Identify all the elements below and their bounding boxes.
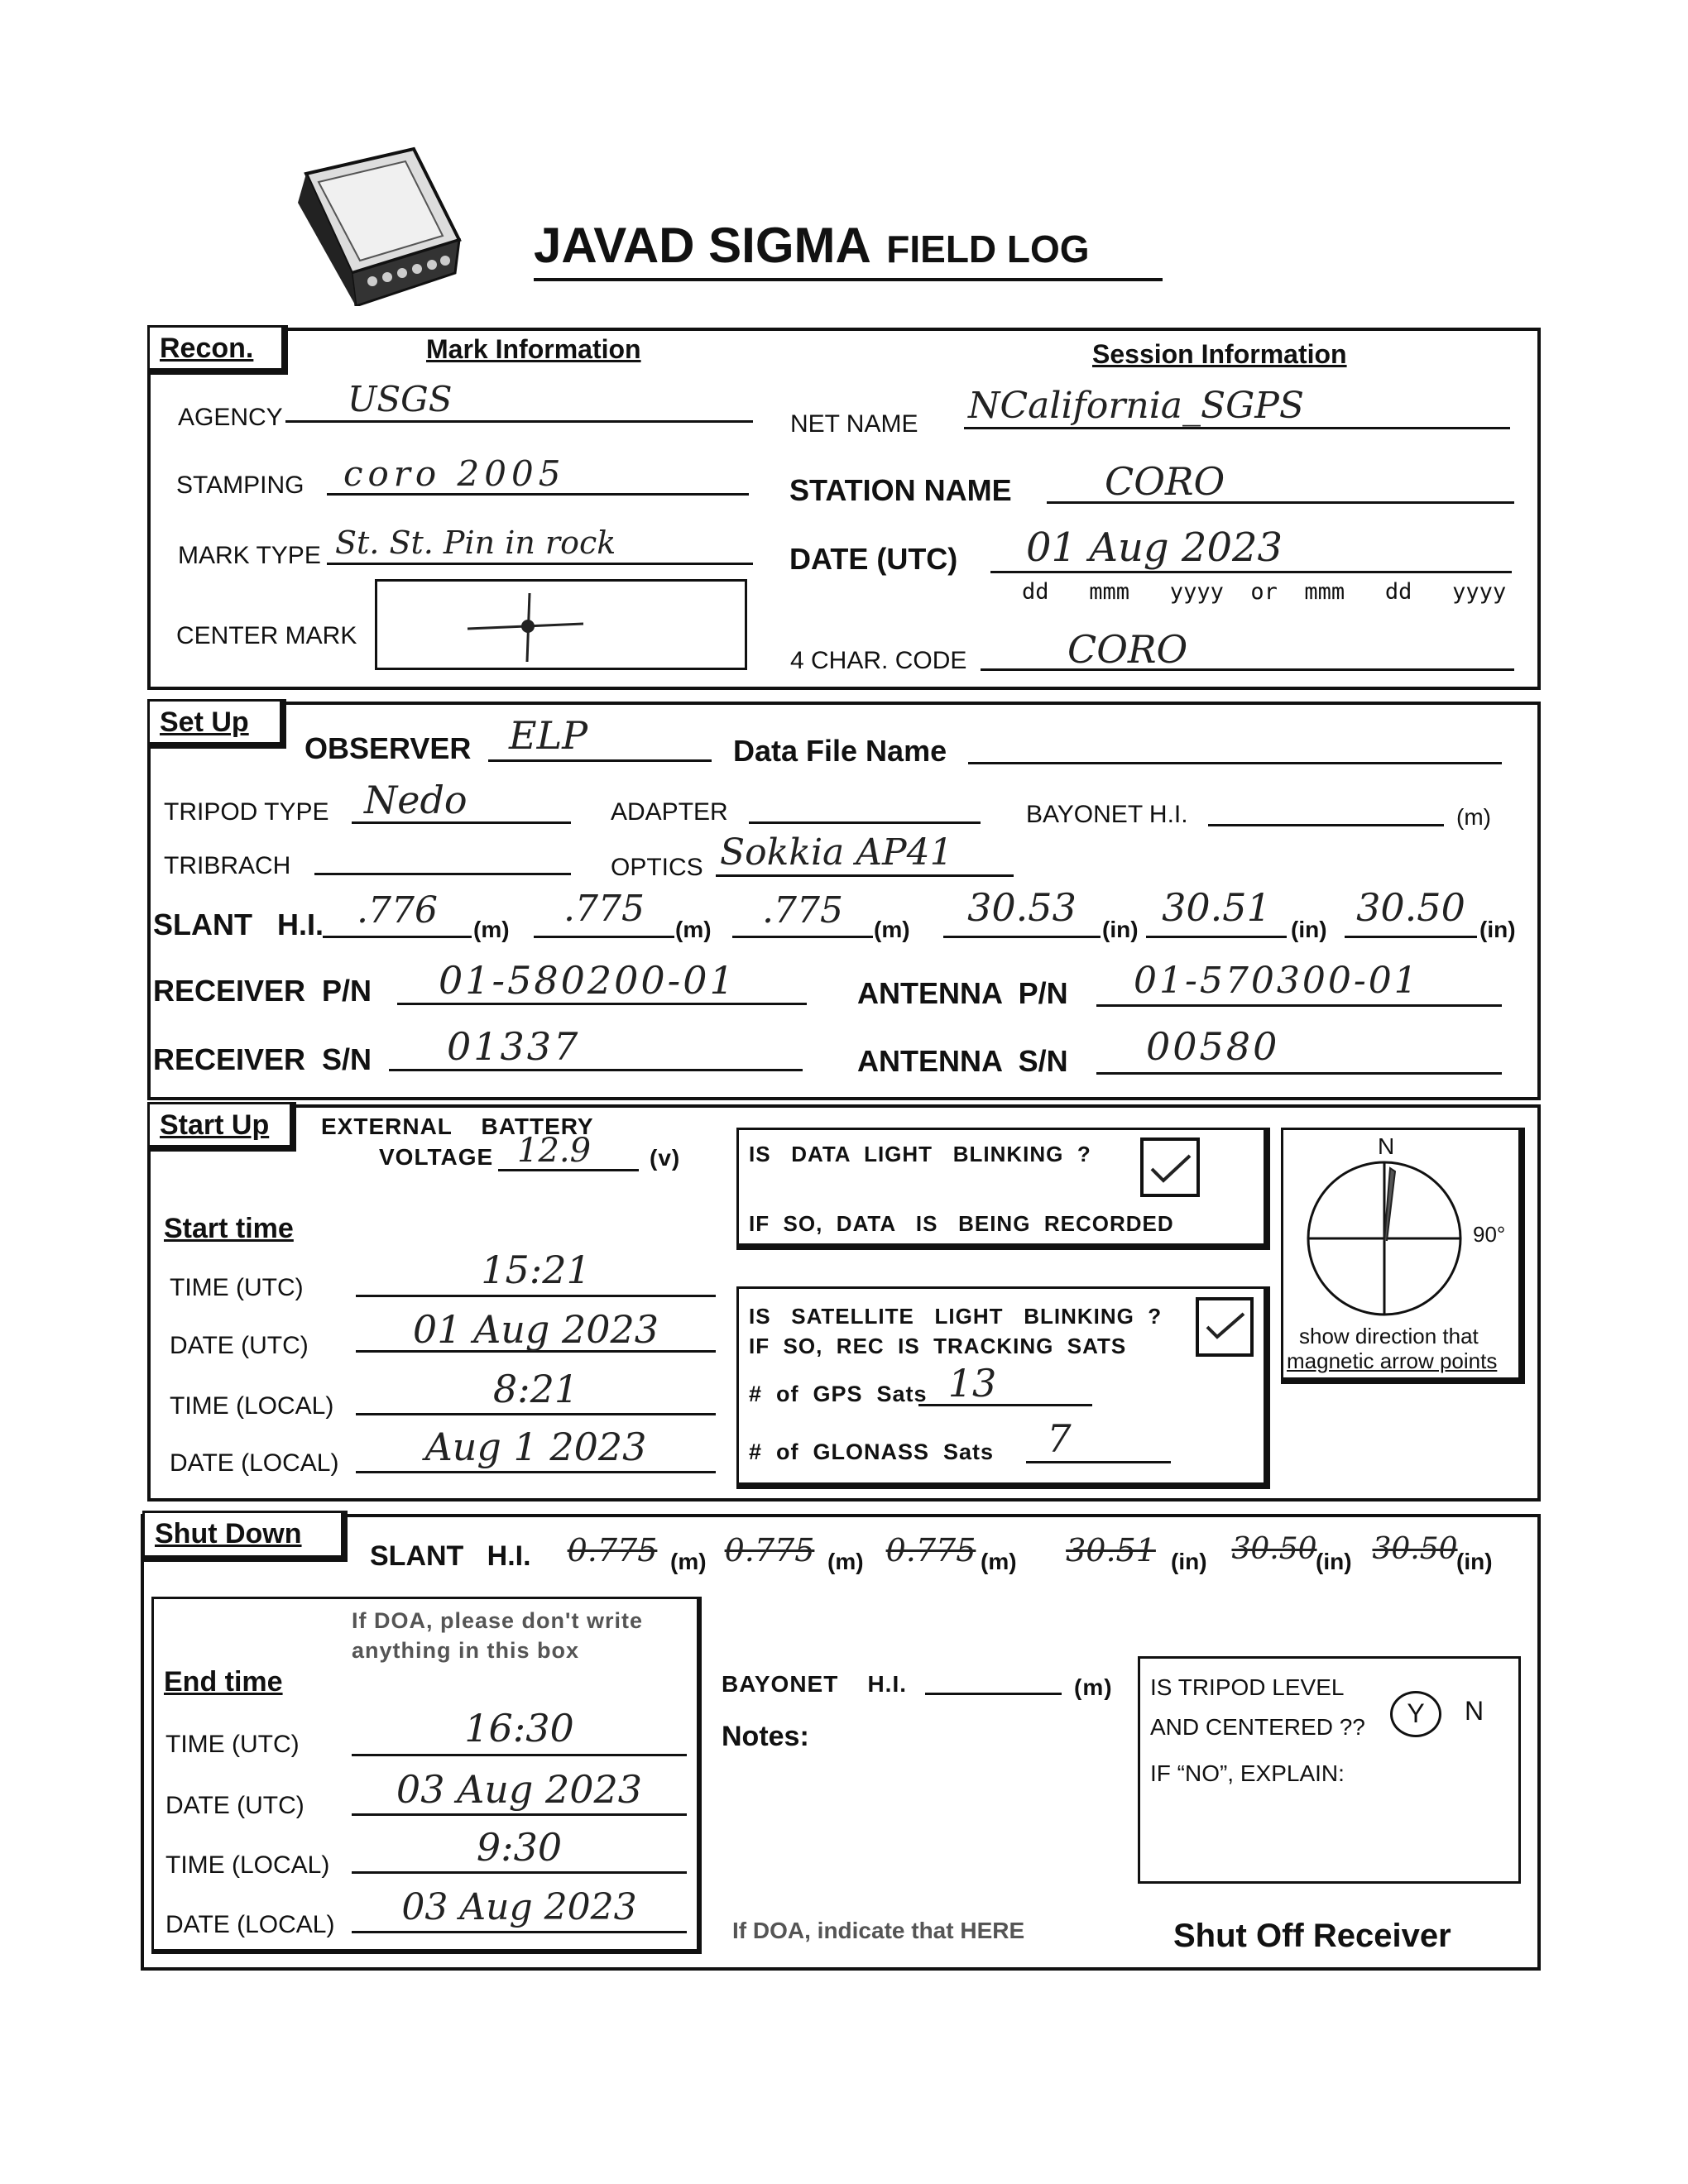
tripod-level-q2: AND CENTERED ?? [1150,1714,1365,1740]
antenna-pn-value: 01-570300-01 [1134,960,1420,1002]
setup-slant-value-5: 30.51 [1162,885,1271,930]
stamping-label: STAMPING [176,472,305,499]
antenna-pn-label: ANTENNA P/N [857,976,1068,1010]
start-time-header: Start time [164,1213,294,1244]
shutdown-slant-value-4: 30.51 [1066,1532,1156,1569]
tribrach-field[interactable] [314,873,571,875]
shutdown-bayonet-unit: (m) [1074,1674,1113,1700]
battery-label-2: VOLTAGE [379,1144,494,1170]
date-format-hint: dd mmm yyyy or mmm dd yyyy [1022,579,1507,605]
net-name-label: NET NAME [790,410,918,438]
net-name-value: NCalifornia_SGPS [968,385,1305,427]
start-time-local-label: TIME (LOCAL) [170,1392,334,1420]
bayonet-unit: (m) [1456,804,1491,830]
optics-value: Sokkia AP41 [720,831,953,874]
battery-label-1: EXTERNAL BATTERY [321,1114,594,1139]
shutdown-slant-value-2: 0.775 [724,1532,815,1569]
setup-slant-unit-6: (in) [1479,917,1516,942]
gps-sats-value: 13 [947,1361,997,1406]
doa-note-1: If DOA, please don't write [352,1608,643,1633]
checkmark-icon [1199,1300,1250,1353]
setup-slant-field-4[interactable] [943,936,1101,938]
sat-light-answer: IF SO, REC IS TRACKING SATS [749,1334,1127,1358]
net-name-field[interactable] [964,427,1510,429]
receiver-sn-label: RECEIVER S/N [153,1042,372,1076]
antenna-sn-label: ANTENNA S/N [857,1044,1068,1078]
antenna-sn-field[interactable] [1096,1072,1502,1075]
shut-off-receiver: Shut Off Receiver [1173,1918,1451,1954]
data-light-answer: IF SO, DATA IS BEING RECORDED [749,1211,1174,1236]
optics-label: OPTICS [611,854,703,881]
shutdown-slant-value-5: 30.50 [1231,1532,1317,1566]
glonass-sats-label: # of GLONASS Sats [749,1439,995,1464]
setup-slant-unit-4: (in) [1102,917,1139,942]
setup-slant-field-2[interactable] [534,936,674,938]
tripod-yes-option[interactable]: Y [1390,1691,1441,1737]
setup-slant-field-3[interactable] [732,936,873,938]
setup-slant-unit-5: (in) [1291,917,1327,942]
start-time-local-field[interactable] [356,1413,716,1415]
glonass-sats-field[interactable] [1026,1461,1171,1463]
session-info-header: Session Information [1092,339,1347,369]
setup-slant-value-6: 30.50 [1356,885,1465,930]
station-name-label: STATION NAME [789,473,1012,507]
doa-note-2: anything in this box [352,1638,579,1663]
glonass-sats-value: 7 [1047,1416,1072,1461]
mark-type-label: MARK TYPE [178,542,321,569]
shutdown-slant-unit-3: (m) [981,1549,1017,1574]
adapter-label: ADAPTER [611,798,728,826]
sat-light-checkbox[interactable] [1196,1297,1254,1357]
title-suffix: FIELD LOG [886,228,1090,271]
tripod-explain-label: IF “NO”, EXPLAIN: [1150,1760,1345,1786]
data-light-question: IS DATA LIGHT BLINKING ? [749,1142,1091,1166]
end-time-local-field[interactable] [352,1871,687,1874]
date-utc-label: DATE (UTC) [789,542,958,576]
mark-info-header: Mark Information [426,334,641,364]
setup-slant-label: SLANT H.I. [153,908,324,941]
shutdown-slant-label: SLANT H.I. [370,1540,531,1572]
notes-label: Notes: [722,1721,809,1752]
compass-icon[interactable] [1304,1158,1465,1320]
notes-area[interactable] [720,1762,1109,1911]
sat-light-question: IS SATELLITE LIGHT BLINKING ? [749,1304,1163,1329]
mark-type-field[interactable] [327,563,753,565]
end-time-utc-field[interactable] [352,1754,687,1756]
station-name-value: CORO [1105,459,1225,504]
end-date-local-value: 03 Aug 2023 [401,1886,637,1928]
start-date-local-field[interactable] [356,1471,716,1473]
adapter-field[interactable] [749,821,981,824]
setup-slant-value-2: .775 [563,888,645,930]
compass-90-label: 90° [1473,1222,1506,1247]
stamping-value: coro 2005 [343,453,566,494]
setup-slant-field-5[interactable] [1146,936,1287,938]
shutdown-bayonet-field[interactable] [925,1693,1062,1695]
start-date-utc-value: 01 Aug 2023 [412,1307,659,1352]
startup-tab: Start Up [147,1102,296,1152]
antenna-pn-field[interactable] [1096,1004,1502,1007]
start-date-local-label: DATE (LOCAL) [170,1449,339,1477]
shutdown-tab: Shut Down [142,1511,348,1562]
recon-tab: Recon. [147,325,288,375]
title-main: JAVAD SIGMA [534,218,871,273]
setup-slant-value-1: .776 [357,889,438,932]
date-utc-value: 01 Aug 2023 [1026,524,1283,571]
setup-slant-field-6[interactable] [1345,936,1477,938]
end-time-utc-label: TIME (UTC) [165,1731,300,1758]
start-date-local-value: Aug 1 2023 [424,1425,647,1469]
center-mark-label: CENTER MARK [176,622,357,649]
tripod-type-label: TRIPOD TYPE [164,798,329,826]
setup-slant-value-3: .775 [762,889,843,932]
shutdown-slant-unit-6: (in) [1456,1549,1493,1574]
setup-slant-value-4: 30.53 [967,885,1077,930]
battery-value: 12.9 [517,1132,592,1170]
setup-slant-unit-3: (m) [874,917,910,942]
bayonet-label: BAYONET H.I. [1026,801,1188,828]
end-date-utc-value: 03 Aug 2023 [396,1767,643,1812]
end-time-header: End time [164,1666,283,1698]
shutdown-slant-value-3: 0.775 [885,1532,976,1569]
compass-caption-2: magnetic arrow points [1287,1348,1498,1373]
antenna-sn-value: 00580 [1146,1024,1280,1069]
observer-field[interactable] [488,759,712,762]
receiver-photo [281,141,472,306]
battery-unit: (v) [650,1145,681,1171]
start-time-utc-value: 15:21 [481,1248,591,1292]
shutdown-slant-unit-2: (m) [827,1549,864,1574]
setup-tab: Set Up [147,699,286,749]
mark-type-value: St. St. Pin in rock [335,524,616,561]
shutdown-slant-value-6: 30.50 [1372,1532,1458,1566]
bayonet-field[interactable] [1208,824,1444,826]
page-title [534,217,1163,281]
agency-field[interactable] [285,420,753,423]
char-code-label: 4 CHAR. CODE [790,647,967,674]
tribrach-label: TRIBRACH [164,852,291,879]
shutdown-bayonet-label: BAYONET H.I. [722,1671,908,1697]
end-date-utc-field[interactable] [352,1813,687,1816]
end-date-local-field[interactable] [352,1931,687,1933]
receiver-sn-value: 01337 [447,1024,581,1069]
optics-field[interactable] [716,874,1014,877]
crosshair-icon [463,589,587,663]
end-time-local-value: 9:30 [476,1825,563,1870]
compass-caption-1: show direction that [1299,1324,1479,1348]
end-time-local-label: TIME (LOCAL) [165,1851,330,1879]
shutdown-slant-unit-1: (m) [670,1549,707,1574]
compass-n-label: N [1378,1133,1395,1159]
tripod-type-value: Nedo [364,778,468,822]
data-light-checkbox[interactable] [1140,1138,1200,1197]
observer-value: ELP [509,713,588,758]
receiver-pn-field[interactable] [397,1003,807,1005]
setup-slant-unit-1: (m) [473,917,510,942]
data-file-field[interactable] [968,762,1502,764]
doa-indicate[interactable]: If DOA, indicate that HERE [732,1918,1025,1943]
receiver-pn-value: 01-580200-01 [439,958,736,1003]
tripod-no-option[interactable]: N [1465,1696,1484,1726]
setup-slant-unit-2: (m) [675,917,712,942]
start-time-utc-label: TIME (UTC) [170,1274,304,1301]
char-code-field[interactable] [981,668,1514,671]
checkmark-icon [1144,1141,1196,1194]
end-date-local-label: DATE (LOCAL) [165,1911,335,1938]
receiver-sn-field[interactable] [389,1069,803,1071]
end-time-utc-value: 16:30 [464,1706,574,1751]
gps-sats-label: # of GPS Sats [749,1382,928,1406]
start-time-utc-field[interactable] [356,1295,716,1297]
char-code-value: CORO [1067,627,1188,672]
start-time-local-value: 8:21 [492,1367,579,1411]
setup-slant-field-1[interactable] [323,936,472,938]
agency-value: USGS [348,379,453,419]
receiver-pn-label: RECEIVER P/N [153,974,372,1008]
shutdown-slant-unit-5: (in) [1316,1549,1352,1574]
date-utc-field[interactable] [990,571,1512,573]
agency-label: AGENCY [178,404,283,431]
end-date-utc-label: DATE (UTC) [165,1792,305,1819]
start-date-utc-label: DATE (UTC) [170,1332,309,1359]
observer-label: OBSERVER [305,731,472,765]
shutdown-slant-unit-4: (in) [1171,1549,1207,1574]
shutdown-slant-value-1: 0.775 [567,1532,658,1569]
data-file-label: Data File Name [733,734,947,768]
tripod-level-q1: IS TRIPOD LEVEL [1150,1674,1345,1700]
